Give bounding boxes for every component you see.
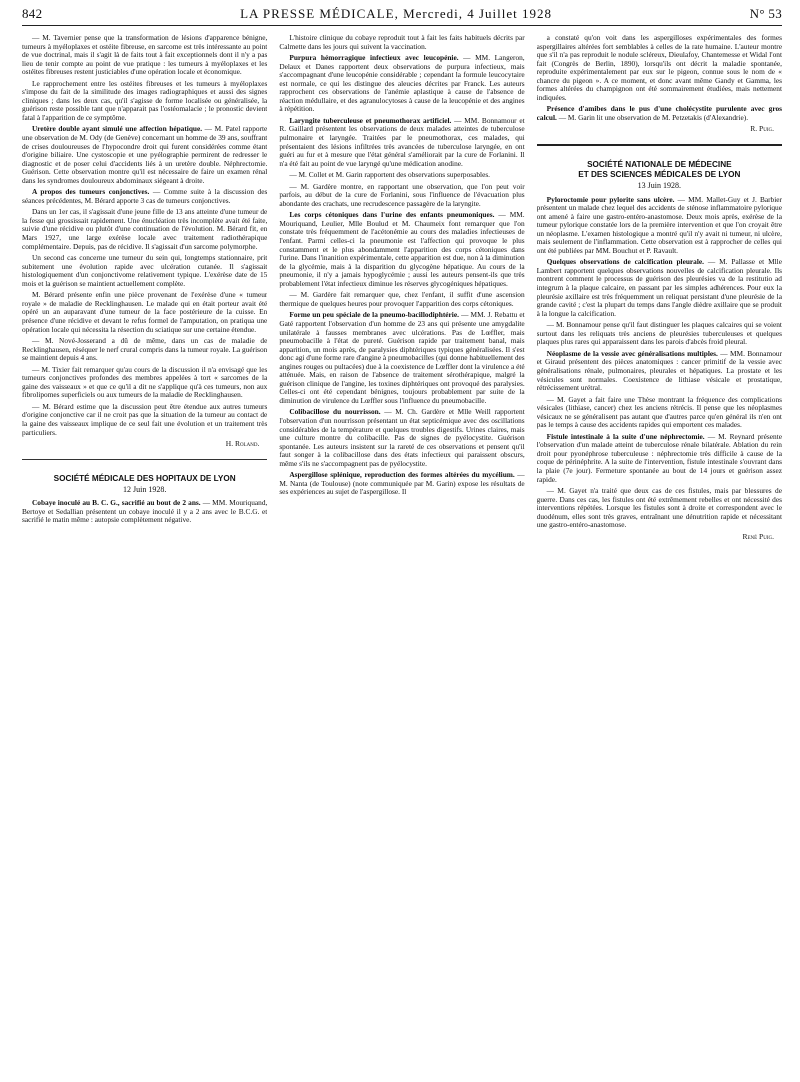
section-title: Pyloroctomie pour pylorite sans ulcère. [546, 194, 675, 204]
section-title: Aspergillose splénique, reproduction des formes altérées du mycélium. [289, 470, 515, 480]
paragraph: — M. Collet et M. Garin rapportent des observations superposables. [289, 170, 491, 180]
section-body: — M. Garin lit une observation de M. Petzetakis (d'Alexandrie). [556, 112, 749, 122]
paragraph: L'histoire clinique du cobaye reproduit tout à fait les faits habituels décrits par Calmette dans les jours qui suivent la vaccination. [279, 34, 525, 51]
section-title: Purpura hémorragique infectieux avec leucopénie. [289, 53, 459, 63]
section-body: — MM. Mouriquand, Leulier, Mlle Boulud et M. Chaumeix font remarquer que l'on constate très fréquemment de l'acétonémie au cours des maladies infectieuses de l'enfant. Parmi celles-ci la pneumonie est l'affection qui provoque le plus constamment et le plus abondamment l'apparition des corps cétoniques dans l'urine. Dans l'inanition expérimentale, cette apparition est due, non à la diminution de la glycémie, mais à la disparition du glycogène hépatique. Au cours de la pneumonie, il n'y a jamais hypoglycémie ; aussi les auteurs pensent-ils que très probablement l'état infectieux diminue les réserves glycogéniques hépatiques. [279, 210, 525, 288]
paragraph: — M. Bonnamour pense qu'il faut distinguer les plaques calcaires qui se voient surtout dans les reliquats très anciens de pleurésies tuberculeuses et quelques plaques plus rares qui apparaissent dans les parois d'abcès froid pleural. [536, 320, 782, 347]
society-heading: SOCIÉTÉ MÉDICALE DES HOPITAUX DE LYON [53, 473, 236, 483]
section-title: Les corps cétoniques dans l'urine des enfants pneumoniques. [289, 210, 495, 220]
paragraph [22, 188, 267, 205]
paragraph: — M. Gardère montre, en rapportant une observation, que l'on peut voir parfois, au début de la cure de Forlanini, sous l'influence de l'évacuation plus abondante des crachats, une recrudescence passagère de la laryngite. [279, 181, 525, 208]
column-2 [279, 34, 524, 1074]
paragraph [537, 433, 782, 484]
section-divider [22, 459, 267, 460]
society-heading: SOCIÉTÉ NATIONALE DE MÉDECINE ET DES SCIENCES MÉDICALES DE LYON [578, 160, 741, 180]
column-3 [537, 34, 782, 1074]
session-date: 13 Juin 1928. [637, 181, 681, 191]
paragraph: — M. Tavernier pense que la transformation de lésions d'apparence bénigne, tumeurs à myéloplaxes et ostéite fibreuse, en sarcome est très intéressante au point de vue doctrinal, mais il s'agit là de faits tout à fait exceptionnels dont il n'y a pas lieu de tenir compte au point de vue pratique : les tumeurs à myéloplaxes et les ostéites fibreuses restent justiciables d'une opération locale et économique. [22, 34, 268, 77]
page-number: 842 [22, 6, 43, 21]
section-body: — MM. Langeron, Delaux et Danes rapportent deux observations de purpura infectieux, mais s'accompagnant d'une leucopénie considérable ; cependant la formule leucocytaire est normale, ce qui les distingue des aleucies décrites par Franck. Les auteurs rapprochent ces observations de l'anémie aplastique à cause de l'absence de réaction médullaire, et des agranulocytoses à cause de la leucopénie et des angines à répétition. [279, 53, 525, 114]
paragraph: Le rapprochement entre les ostéites fibreuses et les tumeurs à myéloplaxes s'impose du fait de la similitude des images radiographiques et aussi des signes cliniques ; dans les deux cas, qu'il s'agisse de forme localisée ou généralisée, la guérison reste possible tant que n'apparait pas l'ostéomalacie ; le pronostic devient fatal à l'apparition de ce symptôme. [22, 78, 268, 122]
paragraph [279, 211, 524, 288]
section-body: — Comme suite à la discussion des séances précédentes, M. Bérard apporte 3 cas de tumeurs conjonctives. [22, 187, 268, 205]
paragraph [279, 54, 524, 114]
author-signature: René Puig. [742, 531, 774, 541]
section-title: A propos des tumeurs conjonctives. [32, 187, 150, 197]
paragraph [279, 117, 524, 168]
paragraph [537, 350, 782, 393]
section-title: Fistule intestinale à la suite d'une néphrectomie. [546, 431, 705, 441]
paragraph: Un second cas concerne une tumeur du sein qui, longtemps stationnaire, prit subitement une évolution rapide avec ulcération cutanée. Il s'agissait histologiquement d'un conjonctivome relativement typique. L'exérèse date de 15 mois et la guérison se maintient actuellement complète. [22, 253, 268, 288]
section-body: — M. Pallasse et Mlle Lambert rapportent quelques observations nouvelles de calcification pleurale. Ils montrent comment le processus de guérison des pleurésies va de la restitutio ad integrum à la plaque calcaire, en passant par les simples adhérences. Pour eux la pleurésie axillaire est très fréquemment un reliquat persistant d'une pleurésie de la grande cavité ; c'est la plupart du temps dans l'angle dièdre axillaire que se produit à la longue la calcification. [536, 257, 782, 318]
paragraph [537, 196, 782, 256]
paragraph: — M. Gardère fait remarquer que, chez l'enfant, il suffit d'une ascension thermique de quelques heures pour provoquer l'apparition des corps cétoniques. [279, 290, 525, 308]
paragraph: a constaté qu'on voit dans les aspergilloses expérimentales des formes aspergillaires altérées fort semblables à celles de la rate humaine. L'auteur montre que s'il n'a pas reproduit le nodule scléreux, Dieulafoy, Chantemesse et Widal l'ont fait (Congrès de Berlin, 1890), lorsqu'ils ont décrit la maladie spontanée, reproduite expérimentalement par eux sur le pigeon, connue sous le nom de « chancre du pigeon ». A ce moment, et donc avant même Gandy et Gamma, les formes altérées du champignon ont été sommairement étudiées, mais nettement indiquées. [536, 34, 782, 102]
author-signature: H. Roland. [225, 439, 260, 449]
section-divider [537, 144, 782, 146]
section-title: Cobaye inoculé au B. C. G., sacrifié au bout de 2 ans. [32, 498, 201, 508]
paragraph: — M. Bérard estime que la discussion peut être étendue aux autres tumeurs d'origine conjonctive car il ne croit pas que la situation de la tumeur au contact de la gaine des vaisseaux implique de ce seul fait une évolution et un traitement très particuliers. [22, 401, 268, 437]
paragraph: — M. Nové-Josserand a dû de même, dans un cas de maladie de Recklinghausen, réséquer le nerf crural compris dans la tumeur royale. La guérison se maintient depuis 4 ans. [22, 336, 268, 363]
paragraph: — M. Tixier fait remarquer qu'au cours de la discussion il n'a envisagé que les tumeurs conjonctives profondes des membres appelées à tort « sarcomes de la gaine des vaisseaux » et que ce qu'il a dit ne s'applique qu'à ces tumeurs, non aux fibrolipomes superficiels ou aux tumeurs de la maladie de Recklinghausen. [22, 364, 268, 400]
paragraph: — M. Gayet n'a traité que deux cas de ces fistules, mais par blessures de guerre. Dans ces cas, les fistules ont été extrêmement rebelles et ont nécessité des interventions répétées. Lorsque les fistules sont à droite et correspondent avec le duodénum, elles sont très graves, entraînant une dénutrition rapide et nécessitant une gastro-entéro-anastomose. [536, 486, 782, 530]
section-body: — MM. Mallet-Guy et J. Barbier présentent un malade chez lequel des accidents de sténose inflammatoire pylorique ont amené à faire une gastro-entéro-anastomose. Deux mois après, exérèse de la tumeur pylorique constatée lors de la première intervention et que l'on croyait être un néoplasme. L'examen histologique a montré qu'il n'y avait ni tumeur, ni ulcère, mais seulement de l'inflammation. Cette observation est à rapprocher de celles qui ont été publiées par MM. Bouchut et P. Ravault. [536, 194, 782, 255]
paragraph [22, 499, 267, 525]
paragraph: Dans un 1er cas, il s'agissait d'une jeune fille de 13 ans atteinte d'une tumeur de la fesse qui grossissait rapidement. Une énucléation très incomplète avait été faite, suivie d'une récidive ou plutôt d'une continuation de l'évolution. M. Bérard fit, en Mars 1927, une large exérèse locale avec traitement radiothérapique complémentaire. Depuis, pas de récidive. Il s'agissait d'un sarcome polymorphe. [22, 207, 268, 251]
section-body: — M. Patel rapporte une observation de M. Ody (de Genève) concernant un homme de 39 ans, souffrant de crises douloureuses de l'hypocondre droit qui furent considérées comme étant d'origine biliaire. Une cystoscopie et une pyélographie permirent de redresser le diagnostic et de poser celui d'accidents liés à un uretère double. Néphrectomie. Guérison. Cette observation montre qu'il est nécessaire de faire un examen rénal dans les syndromes douloureux abdominaux siégeant à droite. [22, 124, 268, 185]
section-title: Colibacillose du nourrisson. [289, 407, 381, 417]
section-body: — MM. Mouriquand, Bertoye et Sedallian présentent un cobaye inoculé il y a 2 ans avec le B.C.G. et sacrifié le matin même : autopsie complètement négative. [22, 498, 268, 525]
section-title: Uretère double ayant simulé une affection hépatique. [32, 124, 203, 134]
section-body: — M. Nanta (de Toulouse) (note communiquée par M. Garin) expose les résultats de ses expériences au sujet de l'aspergillose. Il [279, 470, 525, 497]
text-columns [22, 34, 782, 1074]
section-body: — MM. J. Rebattu et Gaté rapportent l'observation d'un homme de 23 ans qui présente une amygdalite unilatérale à fausses membranes avec ulcérations. Pas de Lœffler, mais pneumobacille à l'état de pureté. Guérison rapide par traitement banal, mais apparition, un mois après, de paralysies diphtériques typiques généralisées. Il s'est donc agi d'une forme rare d'angine à pneumobacilles (qui donne habituellement des angines rouges ou pultacées) due à la coexistence de Lœffler dont la virulence a été atténuée. Mais, en raison de l'absence de traitement sérothérapique, malgré la guérison clinique de l'angine, les toxines diphtériques ont provoqué des paralysies. Celles-ci ont été cependant bénignes, toujours probablement par suite de la diminution de virulence du Lœffler sous l'influence du pneumobacille. [279, 310, 525, 405]
paragraph [537, 105, 782, 122]
journal-title: LA PRESSE MÉDICALE, Mercredi, 4 Juillet 1928 [240, 6, 552, 21]
paragraph [22, 125, 267, 185]
section-body: — MM. Bonnamour et R. Gaillard présentent les observations de deux malades atteintes de tuberculose pulmonaire et laryngée. Traitées par le pneumothorax, ces malades, qui présentaient des lésions infiltrées très avancées de tuberculose laryngée, en ont guéri au fur et à mesure que l'état général s'améliorait par la cure de Forlanini. Il n'a été fait au point de vue laryngé qu'une médication anodine. [279, 115, 525, 168]
author-signature: R. Puig. [750, 124, 774, 134]
section-body: — M. Reynard présente l'observation d'un malade atteint de tuberculose rénale bilatérale. Ablation du rein droit pour pyonéphrose tuberculeuse : néphrectomie très difficile à cause de la coque de périnéphrite. A la suite de l'intervention, fistule intestinale s'ouvrant dans la plaie (7e jour). Fermeture spontanée au bout de 14 jours et guérison assez rapide. [536, 431, 782, 484]
page-header [22, 6, 782, 26]
section-title: Forme un peu spéciale de la pneumo-bacillodiphtérie. [289, 310, 459, 320]
section-title: Présence d'amibes dans le pus d'une cholécystite purulente avec gros calcul. [536, 104, 782, 122]
section-title: Néoplasme de la vessie avec généralisations multiples. [546, 348, 718, 358]
issue-number: N° 53 [749, 6, 782, 21]
section-body: — MM. Bonnamour et Giraud présentent des pièces anatomiques : cancer primitif de la vessie avec généralisations rénale, pulmonaires, pleurales et hépatiques. La prostate et les vésicules sont normales. Coexistence de lithiase vésicale et prostatique, rétrécissement urétral. [536, 348, 782, 393]
paragraph [279, 408, 524, 468]
paragraph [537, 258, 782, 318]
paragraph: — M. Gayet a fait faire une Thèse montrant la fréquence des complications vésicales (lithiase, cancer) chez les anciens rétrécis. Il pense que les néoplasmes vésicaux ne se généralisent pas autant que d'autres parce qu'en général ils n'en ont pas le temps à cause des accidents rapides qui emportent ces malades. [536, 394, 782, 430]
paragraph: M. Bérard présente enfin une pièce provenant de l'exérèse d'une « tumeur royale » de maladie de Recklinghausen. Le malade qui en était porteur avait été opéré un an auparavant d'une tumeur de la face postérieure de la cuisse. En présence d'une récidive et devant le refus formel de l'amputation, on pratiqua une opération locale qui nécessita la résection du sciatique sur une certaine étendue. [22, 290, 268, 334]
session-date: 12 Juin 1928. [122, 484, 167, 494]
section-body: — M. Ch. Gardère et Mlle Weill rapportent l'observation d'un nourrisson présentant un état septicémique avec des oscillations considérables de la température et quelques troubles digestifs. Urines claires, mais une culture montre du colibacille. Pas de signes de pyélocystite. Guérison spontanée. Les auteurs insistent sur la rareté de ces observations et pensent qu'il faut songer à la colibacillose dans des états infectieux qui paraissent obscurs, même s'ils ne s'accompagnent pas de pyélocystite. [279, 407, 525, 468]
section-title: Quelques observations de calcification pleurale. [546, 257, 704, 267]
section-title: Laryngite tuberculeuse et pneumothorax artificiel. [289, 115, 452, 125]
column-1 [22, 34, 267, 1074]
paragraph [279, 311, 524, 405]
paragraph [279, 471, 524, 497]
